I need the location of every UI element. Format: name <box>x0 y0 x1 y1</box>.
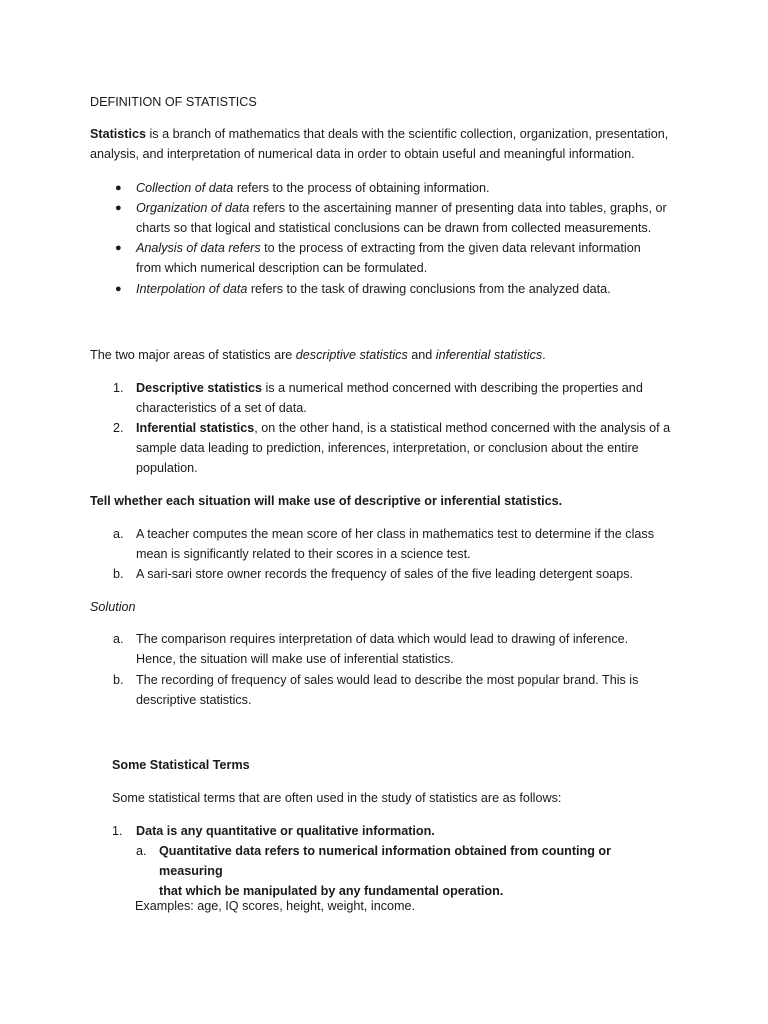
bullet-marker: ● <box>115 182 122 194</box>
situation-text: A teacher computes the mean score of her class in mathematics test to determine if the class mean is significantly related to their scores in a science test. <box>136 527 654 561</box>
areas-term-descriptive: descriptive statistics <box>295 348 408 362</box>
list-marker: a. <box>136 844 147 858</box>
bullet-marker: ● <box>115 202 122 214</box>
bullet-marker: ● <box>115 242 122 254</box>
areas-term-inferential: inferential statistics <box>435 348 543 362</box>
bullet-text: Interpolation of data refers to the task of drawing conclusions from the analyzed data. <box>136 282 611 296</box>
solution-label: Solution <box>90 600 136 614</box>
terms-text: Data is any quantitative or qualitative information. <box>136 824 435 838</box>
list-marker: a. <box>113 527 124 541</box>
intro-paragraph <box>90 124 690 164</box>
terms-heading: Some Statistical Terms <box>112 758 250 772</box>
list-marker: b. <box>113 567 124 581</box>
situation-text: A sari-sari store owner records the frequency of sales of the five leading detergent soaps. <box>136 567 634 581</box>
page-heading <box>90 92 690 112</box>
list-marker: 1. <box>112 824 123 838</box>
solution-text: The recording of frequency of sales would lead to describe the most popular brand. This is descriptive statistics. <box>136 673 639 707</box>
terms-intro: Some statistical terms that are often used in the study of statistics are as follows: <box>112 791 562 805</box>
intro-term: Statistics <box>90 127 146 141</box>
list-marker: a. <box>113 632 124 646</box>
question-heading: Tell whether each situation will make use of descriptive or inferential statistics. <box>90 494 563 508</box>
areas-paragraph: The two major areas of statistics are descriptive statistics and inferential statistics. <box>90 348 546 362</box>
intro-line-2: analysis, and interpretation of numerical data in order to obtain useful and meaningful information. <box>90 147 635 161</box>
numbered-text: Descriptive statistics is a numerical method concerned with describing the properties and characteristics of a set of data. <box>136 381 643 415</box>
list-marker: 2. <box>113 421 124 435</box>
examples-line: Examples: age, IQ scores, height, weight, income. <box>135 899 415 913</box>
bullet-text: Organization of data refers to the ascertaining manner of presenting data into tables, graphs, or charts so that logical and statistical conclusions can be drawn from collected measurements. <box>136 201 667 235</box>
heading-text: DEFINITION OF STATISTICS <box>90 95 257 109</box>
list-marker: b. <box>113 673 124 687</box>
terms-subitem-text: Quantitative data refers to numerical information obtained from counting or measuring that which be manipulated by any fundamental operation. <box>159 844 612 898</box>
bullet-text: Analysis of data refers to the process of extracting from the given data relevant information from which numerical description can be formulated. <box>136 241 641 275</box>
bullet-marker: ● <box>115 283 122 295</box>
list-marker: 1. <box>113 381 124 395</box>
bullet-text: Collection of data refers to the process of obtaining information. <box>136 181 490 195</box>
solution-text: The comparison requires interpretation of data which would lead to drawing of inference. Hence, the situation will make use of inferential statistics. <box>136 632 629 666</box>
numbered-text: Inferential statistics, on the other hand, is a statistical method concerned with the analysis of a sample data leading to prediction, inferences, interpretation, or conclusion about the entire population. <box>136 421 671 475</box>
intro-line-1: is a branch of mathematics that deals with the scientific collection, organization, presentation, <box>146 127 669 141</box>
